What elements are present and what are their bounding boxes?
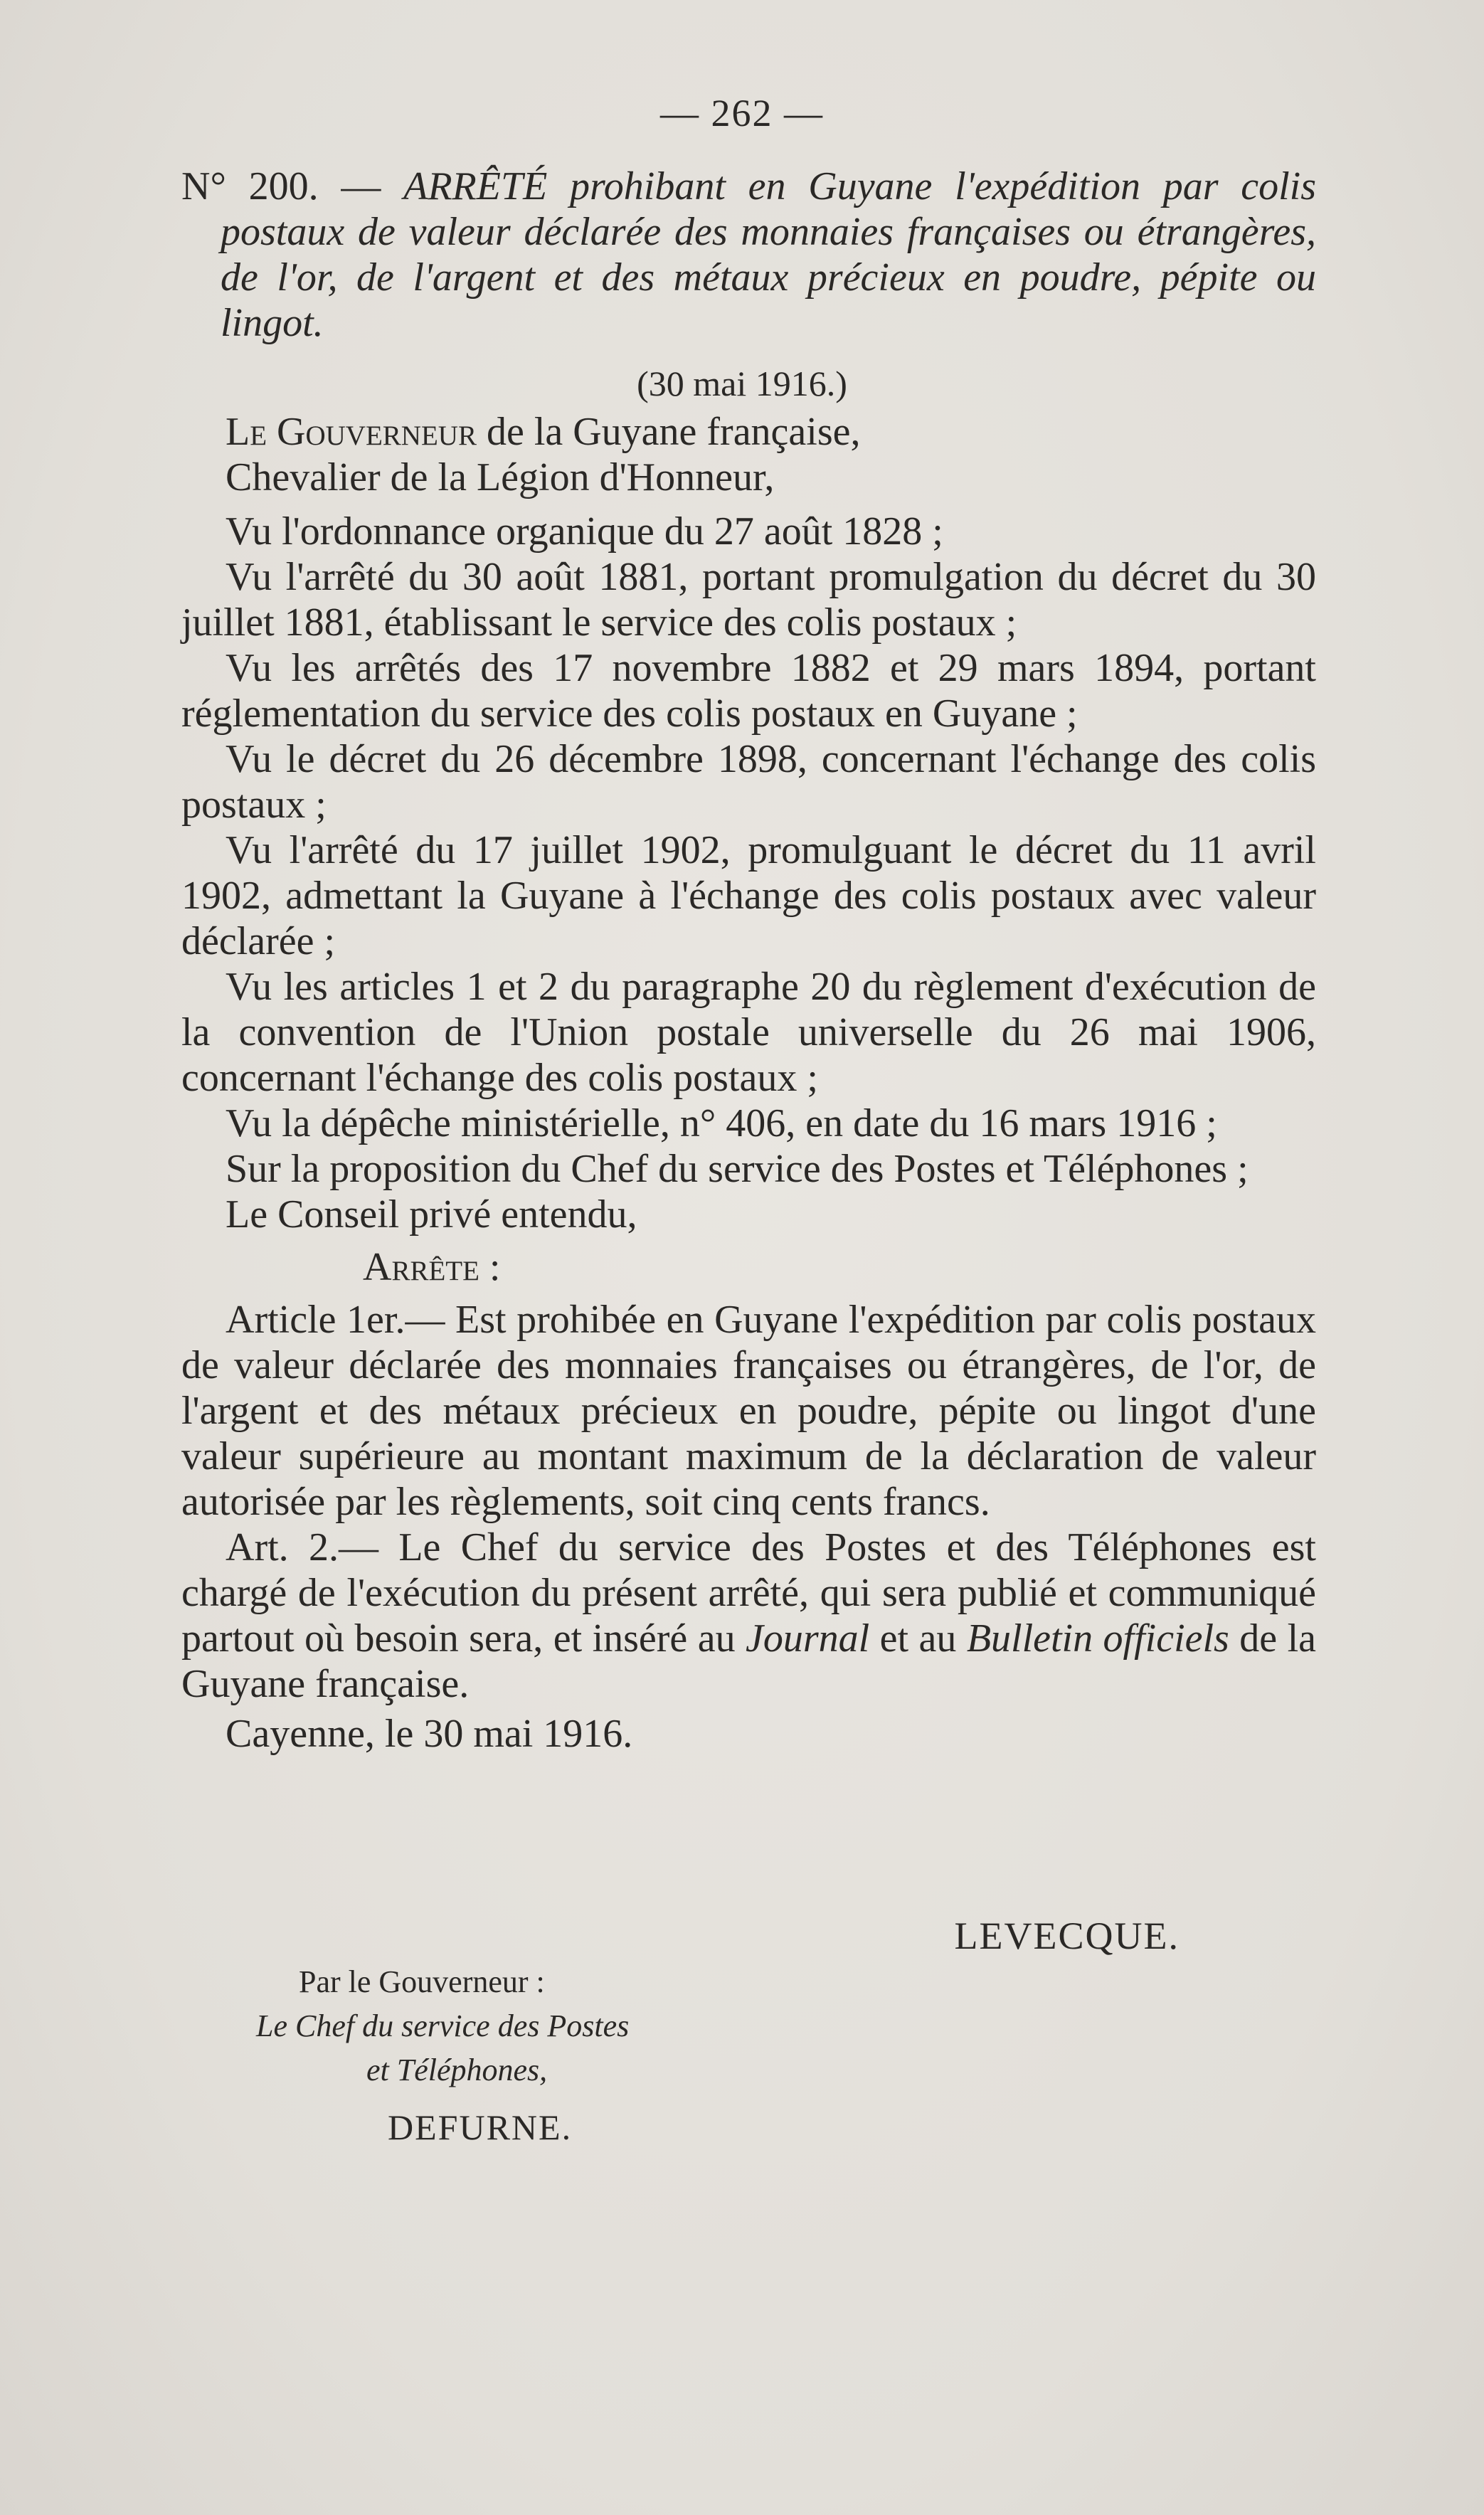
par-le-gouverneur: Par le Gouverneur : xyxy=(299,1964,545,1999)
journal-ref: Journal xyxy=(746,1616,870,1661)
vu-paragraph: Vu l'ordonnance organique du 27 août 1828 ; xyxy=(226,509,943,554)
article-2-label: Art. 2.— xyxy=(226,1525,378,1569)
vu-paragraph: Vu la dépêche ministérielle, n° 406, en date du 16 mars 1916 ; xyxy=(226,1101,1217,1145)
chef-signature: DEFURNE. xyxy=(388,2107,573,2147)
governor-signature: LEVECQUE. xyxy=(954,1915,1180,1957)
arrete-heading: Arrête : xyxy=(363,1245,501,1289)
chevalier-line: Chevalier de la Légion d'Honneur, xyxy=(226,455,775,499)
vu-paragraph: Vu l'arrêté du 30 août 1881, portant promulgation du décret du 30 juillet 1881, établissant le service des colis postaux ; xyxy=(181,555,1316,645)
decree-number: N° 200. — xyxy=(181,164,381,208)
decree-heading xyxy=(181,164,1316,346)
article-1: Article 1er.— Est prohibée en Guyane l'expédition par colis postaux de valeur déclarée des monnaies françaises ou étrangères, de l'or, de l'argent et des métaux précieux en poudre, pépite ou lingot d'une valeur supérieure au montant maximum de la déclaration de valeur autorisée par les règlements, soit cinq cents francs. xyxy=(181,1298,1317,1524)
bulletin-ref: Bulletin officiels xyxy=(966,1616,1229,1661)
governor-line: Le Gouverneur de la Guyane française, xyxy=(226,410,861,454)
chef-title-line-1: Le Chef du service des Postes xyxy=(256,2008,630,2043)
decree-date: (30 mai 1916.) xyxy=(637,364,847,403)
proposition-paragraph: Sur la proposition du Chef du service des Postes et Téléphones ; xyxy=(226,1147,1249,1191)
countersignature-block xyxy=(256,1960,630,2149)
vu-paragraph: Vu les articles 1 et 2 du paragraphe 20 du règlement d'exécution de la convention de l'Union postale universelle du 26 mai 1906, concernant l'échange des colis postaux ; xyxy=(181,965,1316,1100)
chef-title-line-2: et Téléphones, xyxy=(366,2053,548,2087)
vu-paragraph: Vu les arrêtés des 17 novembre 1882 et 29 mars 1894, portant réglementation du service des colis postaux en Guyane ; xyxy=(181,646,1316,736)
article-1-label: Article 1er.— xyxy=(226,1298,445,1342)
decree-title: ARRÊTÉ prohibant en Guyane l'expédition par colis postaux de valeur déclarée des monnaies françaises ou étrangères, de l'or, de l'argent et des métaux précieux en poudre, pépite ou lingot. xyxy=(221,164,1317,345)
page-number: — 262 — xyxy=(660,92,824,134)
article-2: Art. 2.— Le Chef du service des Postes et des Téléphones est chargé de l'exécution du présent arrêté, qui sera publié et communiqué partout où besoin sera, et inséré au Journal et au Bulletin officiels de la Guyane française. xyxy=(181,1525,1316,1706)
conseil-line: Le Conseil privé entendu, xyxy=(226,1192,637,1237)
decree-body xyxy=(181,409,1316,1757)
vu-paragraph: Vu l'arrêté du 17 juillet 1902, promulguant le décret du 11 avril 1902, admettant la Guyane à l'échange des colis postaux avec valeur déclarée ; xyxy=(181,828,1316,963)
vu-paragraph: Vu le décret du 26 décembre 1898, concernant l'échange des colis postaux ; xyxy=(181,737,1316,827)
place-date: Cayenne, le 30 mai 1916. xyxy=(226,1712,633,1756)
